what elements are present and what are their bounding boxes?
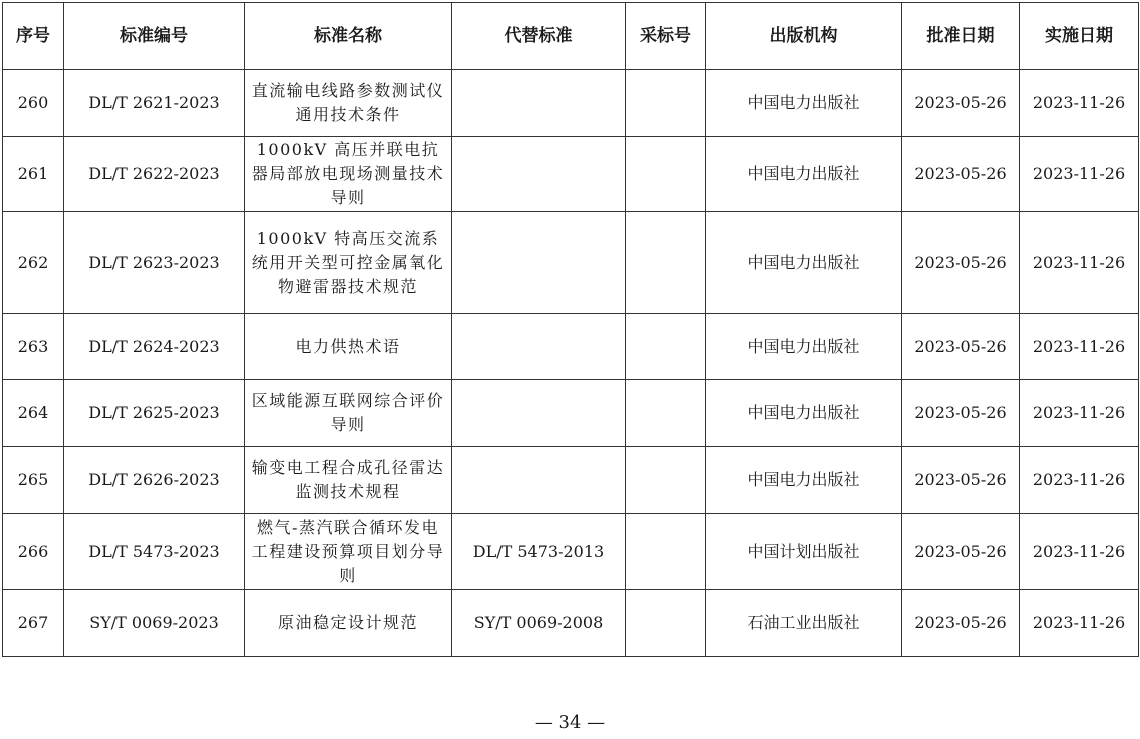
cell-publisher: 中国电力出版社	[706, 212, 902, 314]
cell-publisher: 中国电力出版社	[706, 380, 902, 447]
cell-approved: 2023-05-26	[902, 447, 1020, 514]
cell-code: DL/T 2624-2023	[64, 314, 245, 380]
cell-publisher: 中国电力出版社	[706, 137, 902, 212]
table-row	[3, 514, 1139, 590]
header-row	[3, 3, 1139, 70]
cell-name: 1000kV 高压并联电抗器局部放电现场测量技术导则	[245, 137, 452, 212]
cell-code: DL/T 2626-2023	[64, 447, 245, 514]
cell-replaces: DL/T 5473-2013	[452, 514, 626, 590]
cell-replaces	[452, 212, 626, 314]
cell-adopted	[626, 514, 706, 590]
cell-replaces: SY/T 0069-2008	[452, 590, 626, 657]
cell-name: 区域能源互联网综合评价导则	[245, 380, 452, 447]
cell-effective: 2023-11-26	[1020, 590, 1139, 657]
table-row	[3, 212, 1139, 314]
cell-name: 1000kV 特高压交流系统用开关型可控金属氧化物避雷器技术规范	[245, 212, 452, 314]
cell-approved: 2023-05-26	[902, 380, 1020, 447]
table-row	[3, 447, 1139, 514]
cell-effective: 2023-11-26	[1020, 212, 1139, 314]
cell-code: DL/T 2622-2023	[64, 137, 245, 212]
cell-approved: 2023-05-26	[902, 137, 1020, 212]
cell-publisher: 中国电力出版社	[706, 314, 902, 380]
cell-effective: 2023-11-26	[1020, 380, 1139, 447]
cell-code: DL/T 2623-2023	[64, 212, 245, 314]
cell-effective: 2023-11-26	[1020, 447, 1139, 514]
cell-serial: 265	[3, 447, 64, 514]
cell-code: DL/T 2621-2023	[64, 70, 245, 137]
cell-approved: 2023-05-26	[902, 590, 1020, 657]
cell-adopted	[626, 137, 706, 212]
cell-publisher: 中国电力出版社	[706, 447, 902, 514]
header-publisher: 出版机构	[706, 3, 902, 70]
table-row	[3, 70, 1139, 137]
cell-code: DL/T 5473-2023	[64, 514, 245, 590]
cell-name: 输变电工程合成孔径雷达监测技术规程	[245, 447, 452, 514]
cell-code: SY/T 0069-2023	[64, 590, 245, 657]
cell-adopted	[626, 590, 706, 657]
header-standard-name: 标准名称	[245, 3, 452, 70]
cell-approved: 2023-05-26	[902, 212, 1020, 314]
cell-serial: 260	[3, 70, 64, 137]
cell-replaces	[452, 137, 626, 212]
cell-adopted	[626, 70, 706, 137]
cell-name: 原油稳定设计规范	[245, 590, 452, 657]
table-row	[3, 590, 1139, 657]
cell-adopted	[626, 314, 706, 380]
cell-serial: 262	[3, 212, 64, 314]
cell-serial: 261	[3, 137, 64, 212]
cell-approved: 2023-05-26	[902, 70, 1020, 137]
cell-effective: 2023-11-26	[1020, 70, 1139, 137]
standards-table	[2, 2, 1139, 657]
cell-serial: 267	[3, 590, 64, 657]
cell-code: DL/T 2625-2023	[64, 380, 245, 447]
cell-publisher: 中国计划出版社	[706, 514, 902, 590]
page-number: — 34 —	[534, 712, 606, 733]
header-adopted-code: 采标号	[626, 3, 706, 70]
cell-effective: 2023-11-26	[1020, 137, 1139, 212]
table-row	[3, 314, 1139, 380]
cell-effective: 2023-11-26	[1020, 514, 1139, 590]
cell-approved: 2023-05-26	[902, 514, 1020, 590]
header-replaces: 代替标准	[452, 3, 626, 70]
cell-serial: 266	[3, 514, 64, 590]
cell-serial: 264	[3, 380, 64, 447]
cell-replaces	[452, 380, 626, 447]
cell-name: 燃气-蒸汽联合循环发电工程建设预算项目划分导则	[245, 514, 452, 590]
header-standard-code: 标准编号	[64, 3, 245, 70]
cell-replaces	[452, 447, 626, 514]
header-serial: 序号	[3, 3, 64, 70]
cell-name: 电力供热术语	[245, 314, 452, 380]
cell-replaces	[452, 70, 626, 137]
cell-publisher: 中国电力出版社	[706, 70, 902, 137]
cell-adopted	[626, 447, 706, 514]
cell-approved: 2023-05-26	[902, 314, 1020, 380]
cell-replaces	[452, 314, 626, 380]
cell-publisher: 石油工业出版社	[706, 590, 902, 657]
header-effective-date: 实施日期	[1020, 3, 1139, 70]
table-row	[3, 380, 1139, 447]
cell-effective: 2023-11-26	[1020, 314, 1139, 380]
table-row	[3, 137, 1139, 212]
cell-serial: 263	[3, 314, 64, 380]
cell-name: 直流输电线路参数测试仪通用技术条件	[245, 70, 452, 137]
cell-adopted	[626, 212, 706, 314]
header-approval-date: 批准日期	[902, 3, 1020, 70]
cell-adopted	[626, 380, 706, 447]
